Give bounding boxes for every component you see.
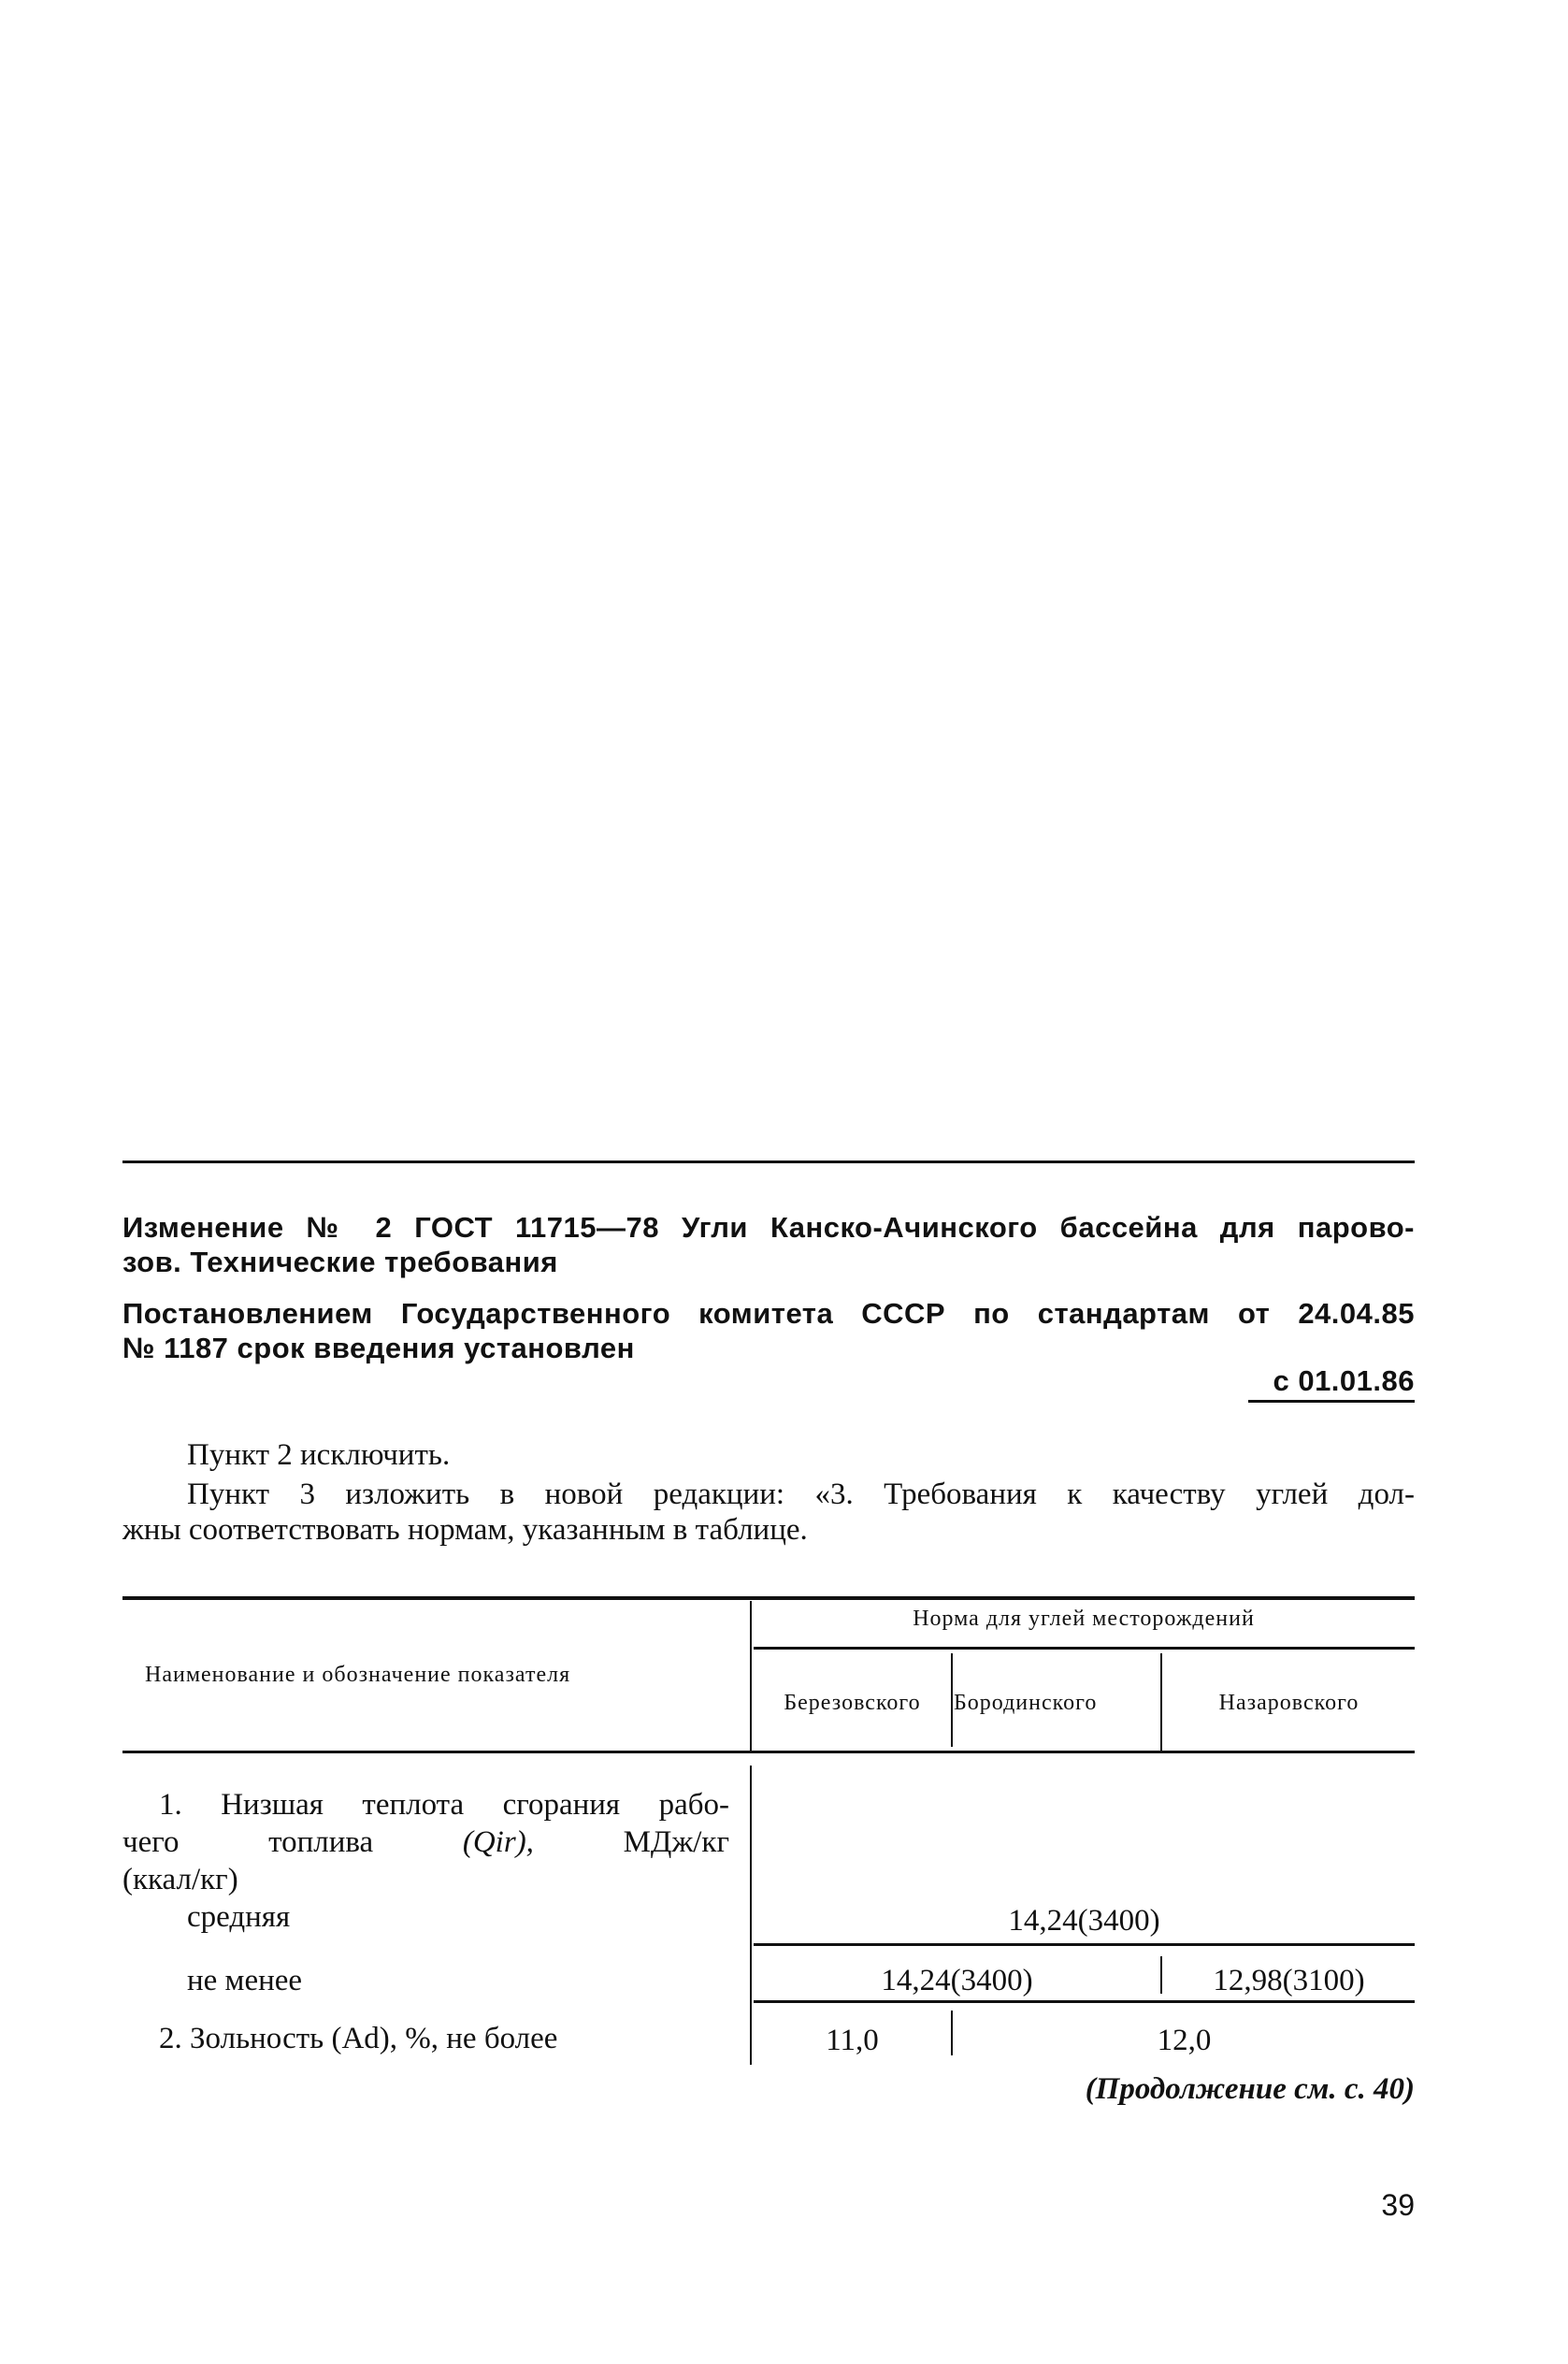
continued-note: (Продолжение см. с. 40) xyxy=(1085,2072,1415,2106)
decree-text: Постановлением Государственного комитета СССР по стандартам от 24.04.85 xyxy=(122,1297,1415,1330)
row1-unit: (ккал/кг) xyxy=(122,1863,238,1896)
header-divider xyxy=(750,1601,752,1751)
group-header: Норма для углей месторождений xyxy=(913,1607,1255,1631)
col-divider-2 xyxy=(1160,1653,1162,1751)
document-title-cont: зов. Технические требования xyxy=(122,1246,558,1278)
paragraph-2-cont: жны соответствовать нормам, указанным в таблице. xyxy=(122,1513,808,1547)
row2-label: 2. Зольность (Ad), %, не более xyxy=(159,2022,558,2055)
sub-label-minimum: не менее xyxy=(187,1964,303,1997)
label-part: топлива xyxy=(268,1825,374,1859)
label-symbol: (Qir), xyxy=(462,1825,534,1859)
page-number: 39 xyxy=(1381,2188,1415,2222)
table-top-rule xyxy=(122,1596,1415,1600)
col-divider-1 xyxy=(951,1653,953,1747)
date-underline xyxy=(1248,1400,1415,1403)
value-minimum-nazarovsky: 12,98(3100) xyxy=(1213,1964,1365,1997)
row1-label-cont xyxy=(122,1825,729,1860)
group-rule xyxy=(754,1647,1415,1650)
document-title: Изменение № 2 ГОСТ 11715—78 Угли Канско-Ачинского бассейна для парово- xyxy=(122,1211,1415,1244)
value-minimum-berezovsky-borodinsky: 14,24(3400) xyxy=(881,1964,1033,1997)
effective-date: с 01.01.86 xyxy=(1273,1364,1415,1397)
top-rule xyxy=(122,1160,1415,1163)
row-divider xyxy=(951,2011,953,2055)
col-header-berezovsky: Березовского xyxy=(784,1691,921,1715)
body-divider xyxy=(750,1766,752,2065)
label-part: чего xyxy=(122,1825,180,1859)
col-header-nazarovsky: Назаровского xyxy=(1218,1691,1359,1715)
header-bottom-rule xyxy=(122,1751,1415,1753)
decree-text-cont: № 1187 срок введения установлен xyxy=(122,1332,635,1364)
value-average: 14,24(3400) xyxy=(1008,1904,1160,1938)
label-unit: МДж/кг xyxy=(623,1825,729,1859)
value-ash-others: 12,0 xyxy=(1157,2024,1212,2057)
row1-label: 1. Низшая теплота сгорания рабо- xyxy=(159,1788,729,1822)
row-rule xyxy=(754,1943,1415,1946)
col-header-borodinsky: Бородинского xyxy=(954,1691,1098,1715)
row-divider xyxy=(1160,1956,1162,1994)
value-ash-berezovsky: 11,0 xyxy=(826,2024,879,2057)
paragraph-2: Пункт 3 изложить в новой редакции: «3. Требования к качеству углей дол- xyxy=(187,1478,1415,1511)
row-rule xyxy=(754,2000,1415,2003)
sub-label-average: средняя xyxy=(187,1900,291,1934)
col-header-indicator: Наименование и обозначение показателя xyxy=(145,1663,571,1687)
paragraph-1: Пункт 2 исключить. xyxy=(187,1438,451,1472)
